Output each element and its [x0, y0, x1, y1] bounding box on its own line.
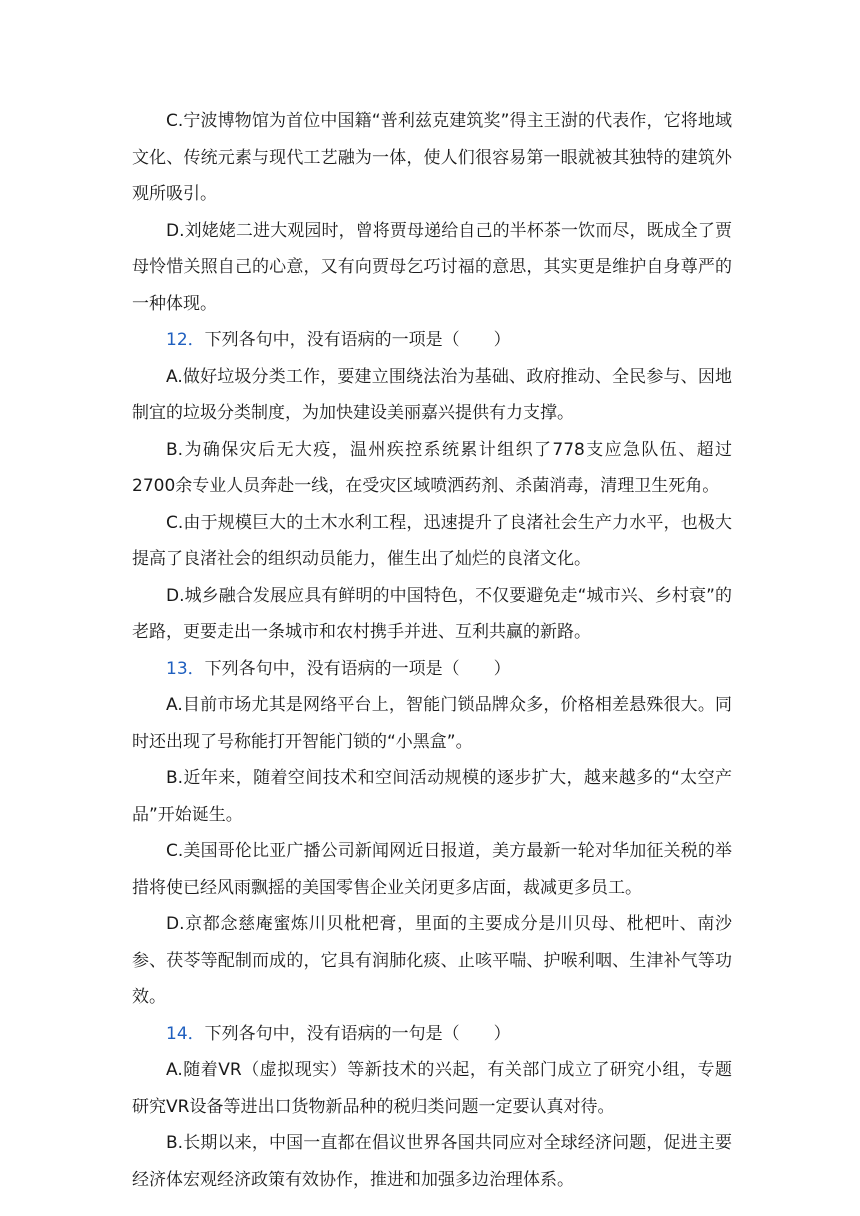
option-11d: D.刘姥姥二进大观园时，曾将贾母递给自己的半杯茶一饮而尽，既成全了贾母怜惜关照自己的心意，又有向贾母乞巧讨福的意思，其实更是维护自身尊严的一种体现。 [132, 220, 732, 314]
option-14b: B.长期以来，中国一直都在倡议世界各国共同应对全球经济问题，促进主要经济体宏观经济政策有效协作，推进和加强多边治理体系。 [132, 1133, 732, 1190]
question-14 [132, 1016, 732, 1053]
question-number: 13． [166, 658, 205, 679]
option-12a: A.做好垃圾分类工作，要建立围绕法治为基础、政府推动、全民参与、因地制宜的垃圾分类制度，为加快建设美丽嘉兴提供有力支撑。 [132, 366, 732, 423]
document-body [132, 103, 732, 1198]
option-13d: D.京都念慈庵蜜炼川贝枇杷膏，里面的主要成分是川贝母、枇杷叶、南沙参、茯苓等配制而成的，它具有润肺化痰、止咳平喘、护喉利咽、生津补气等功效。 [132, 914, 732, 1007]
question-number: 12． [166, 330, 205, 350]
option-13a: A.目前市场尤其是网络平台上，智能门锁品牌众多，价格相差悬殊很大。同时还出现了号称能打开智能门锁的“小黑盒”。 [132, 695, 732, 752]
option-14a: A.随着VR（虚拟现实）等新技术的兴起，有关部门成立了研究小组，专题研究VR设备等进出口货物新品种的税归类问题一定要认真对待。 [132, 1060, 732, 1117]
question-13 [132, 651, 732, 688]
option-13c: C.美国哥伦比亚广播公司新闻网近日报道，美方最新一轮对华加征关税的举措将使已经风雨飘摇的美国零售企业关闭更多店面，裁减更多员工。 [132, 841, 732, 898]
question-12 [132, 322, 732, 359]
option-12d: D.城乡融合发展应具有鲜明的中国特色，不仅要避免走“城市兴、乡村衰”的老路，更要走出一条城市和农村携手并进、互利共赢的新路。 [132, 585, 732, 642]
option-12b: B.为确保灾后无大疫，温州疾控系统累计组织了778支应急队伍、超过2700余专业人员奔赴一线，在受灾区域喷洒药剂、杀菌消毒，清理卫生死角。 [132, 439, 732, 496]
question-number: 14． [166, 1023, 205, 1044]
question-text: 下列各句中，没有语病的一项是（ ） [204, 330, 511, 350]
option-11c: C.宁波博物馆为首位中国籍“普利兹克建筑奖”得主王澍的代表作，它将地域文化、传统元素与现代工艺融为一体，使人们很容易第一眼就被其独特的建筑外观所吸引。 [132, 111, 732, 204]
question-text: 下列各句中，没有语病的一项是（ ） [204, 658, 511, 679]
option-13b: B.近年来，随着空间技术和空间活动规模的逐步扩大，越来越多的“太空产品”开始诞生。 [132, 768, 732, 825]
question-text: 下列各句中，没有语病的一句是（ ） [204, 1023, 511, 1044]
option-12c: C.由于规模巨大的土木水利工程，迅速提升了良渚社会生产力水平，也极大提高了良渚社会的组织动员能力，催生出了灿烂的良渚文化。 [132, 512, 732, 569]
